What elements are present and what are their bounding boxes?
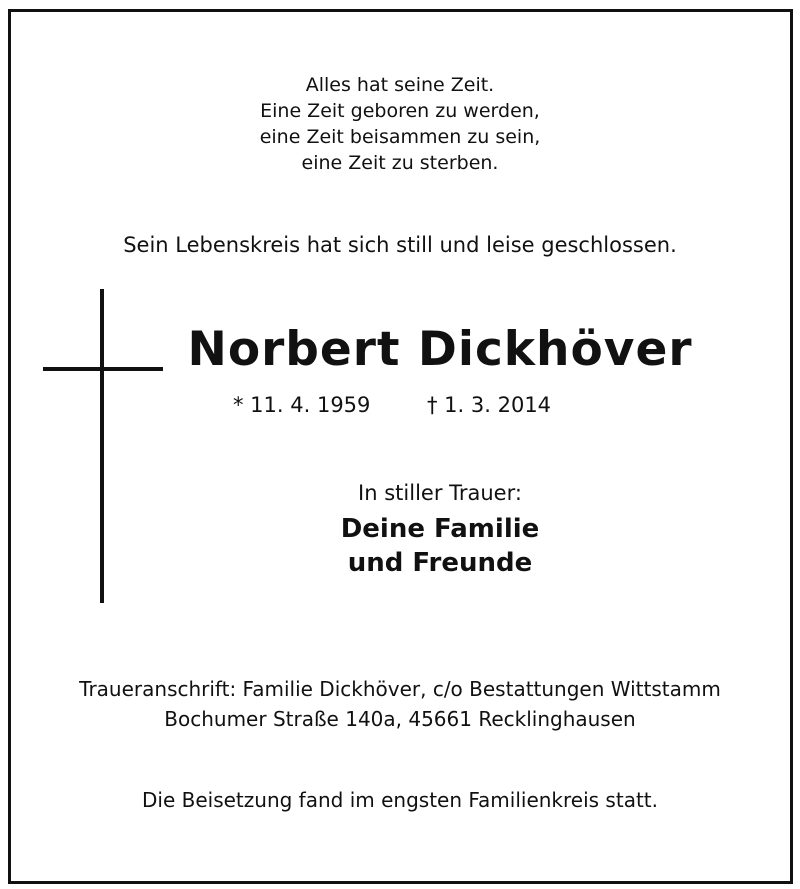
- deceased-name: Norbert Dickhöver: [187, 322, 693, 377]
- cross-horizontal-bar: [43, 367, 163, 371]
- poem-line: eine Zeit zu sterben.: [301, 152, 499, 174]
- intro-text: Sein Lebenskreis hat sich still und leise geschlossen.: [123, 233, 677, 257]
- mourners-heading: In stiller Trauer:: [358, 481, 522, 505]
- mourning-address: [0, 674, 800, 734]
- address-line: Bochumer Straße 140a, 45661 Recklinghausen: [164, 707, 636, 731]
- address-line: Traueranschrift: Familie Dickhöver, c/o Bestattungen Wittstamm: [79, 677, 721, 701]
- death-date: † 1. 3. 2014: [427, 393, 552, 417]
- poem-line: Eine Zeit geboren zu werden,: [260, 100, 540, 122]
- burial-note: Die Beisetzung fand im engsten Familienkreis statt.: [142, 788, 658, 812]
- poem-line: Alles hat seine Zeit.: [305, 74, 495, 96]
- poem-line: eine Zeit beisammen zu sein,: [259, 126, 541, 148]
- cross-vertical-bar: [100, 289, 104, 603]
- birth-date: * 11. 4. 1959: [233, 393, 371, 417]
- mourners-names: [240, 512, 640, 580]
- mourners-line: Deine Familie: [340, 514, 540, 544]
- mourners-line: und Freunde: [347, 548, 533, 578]
- poem: [0, 72, 800, 176]
